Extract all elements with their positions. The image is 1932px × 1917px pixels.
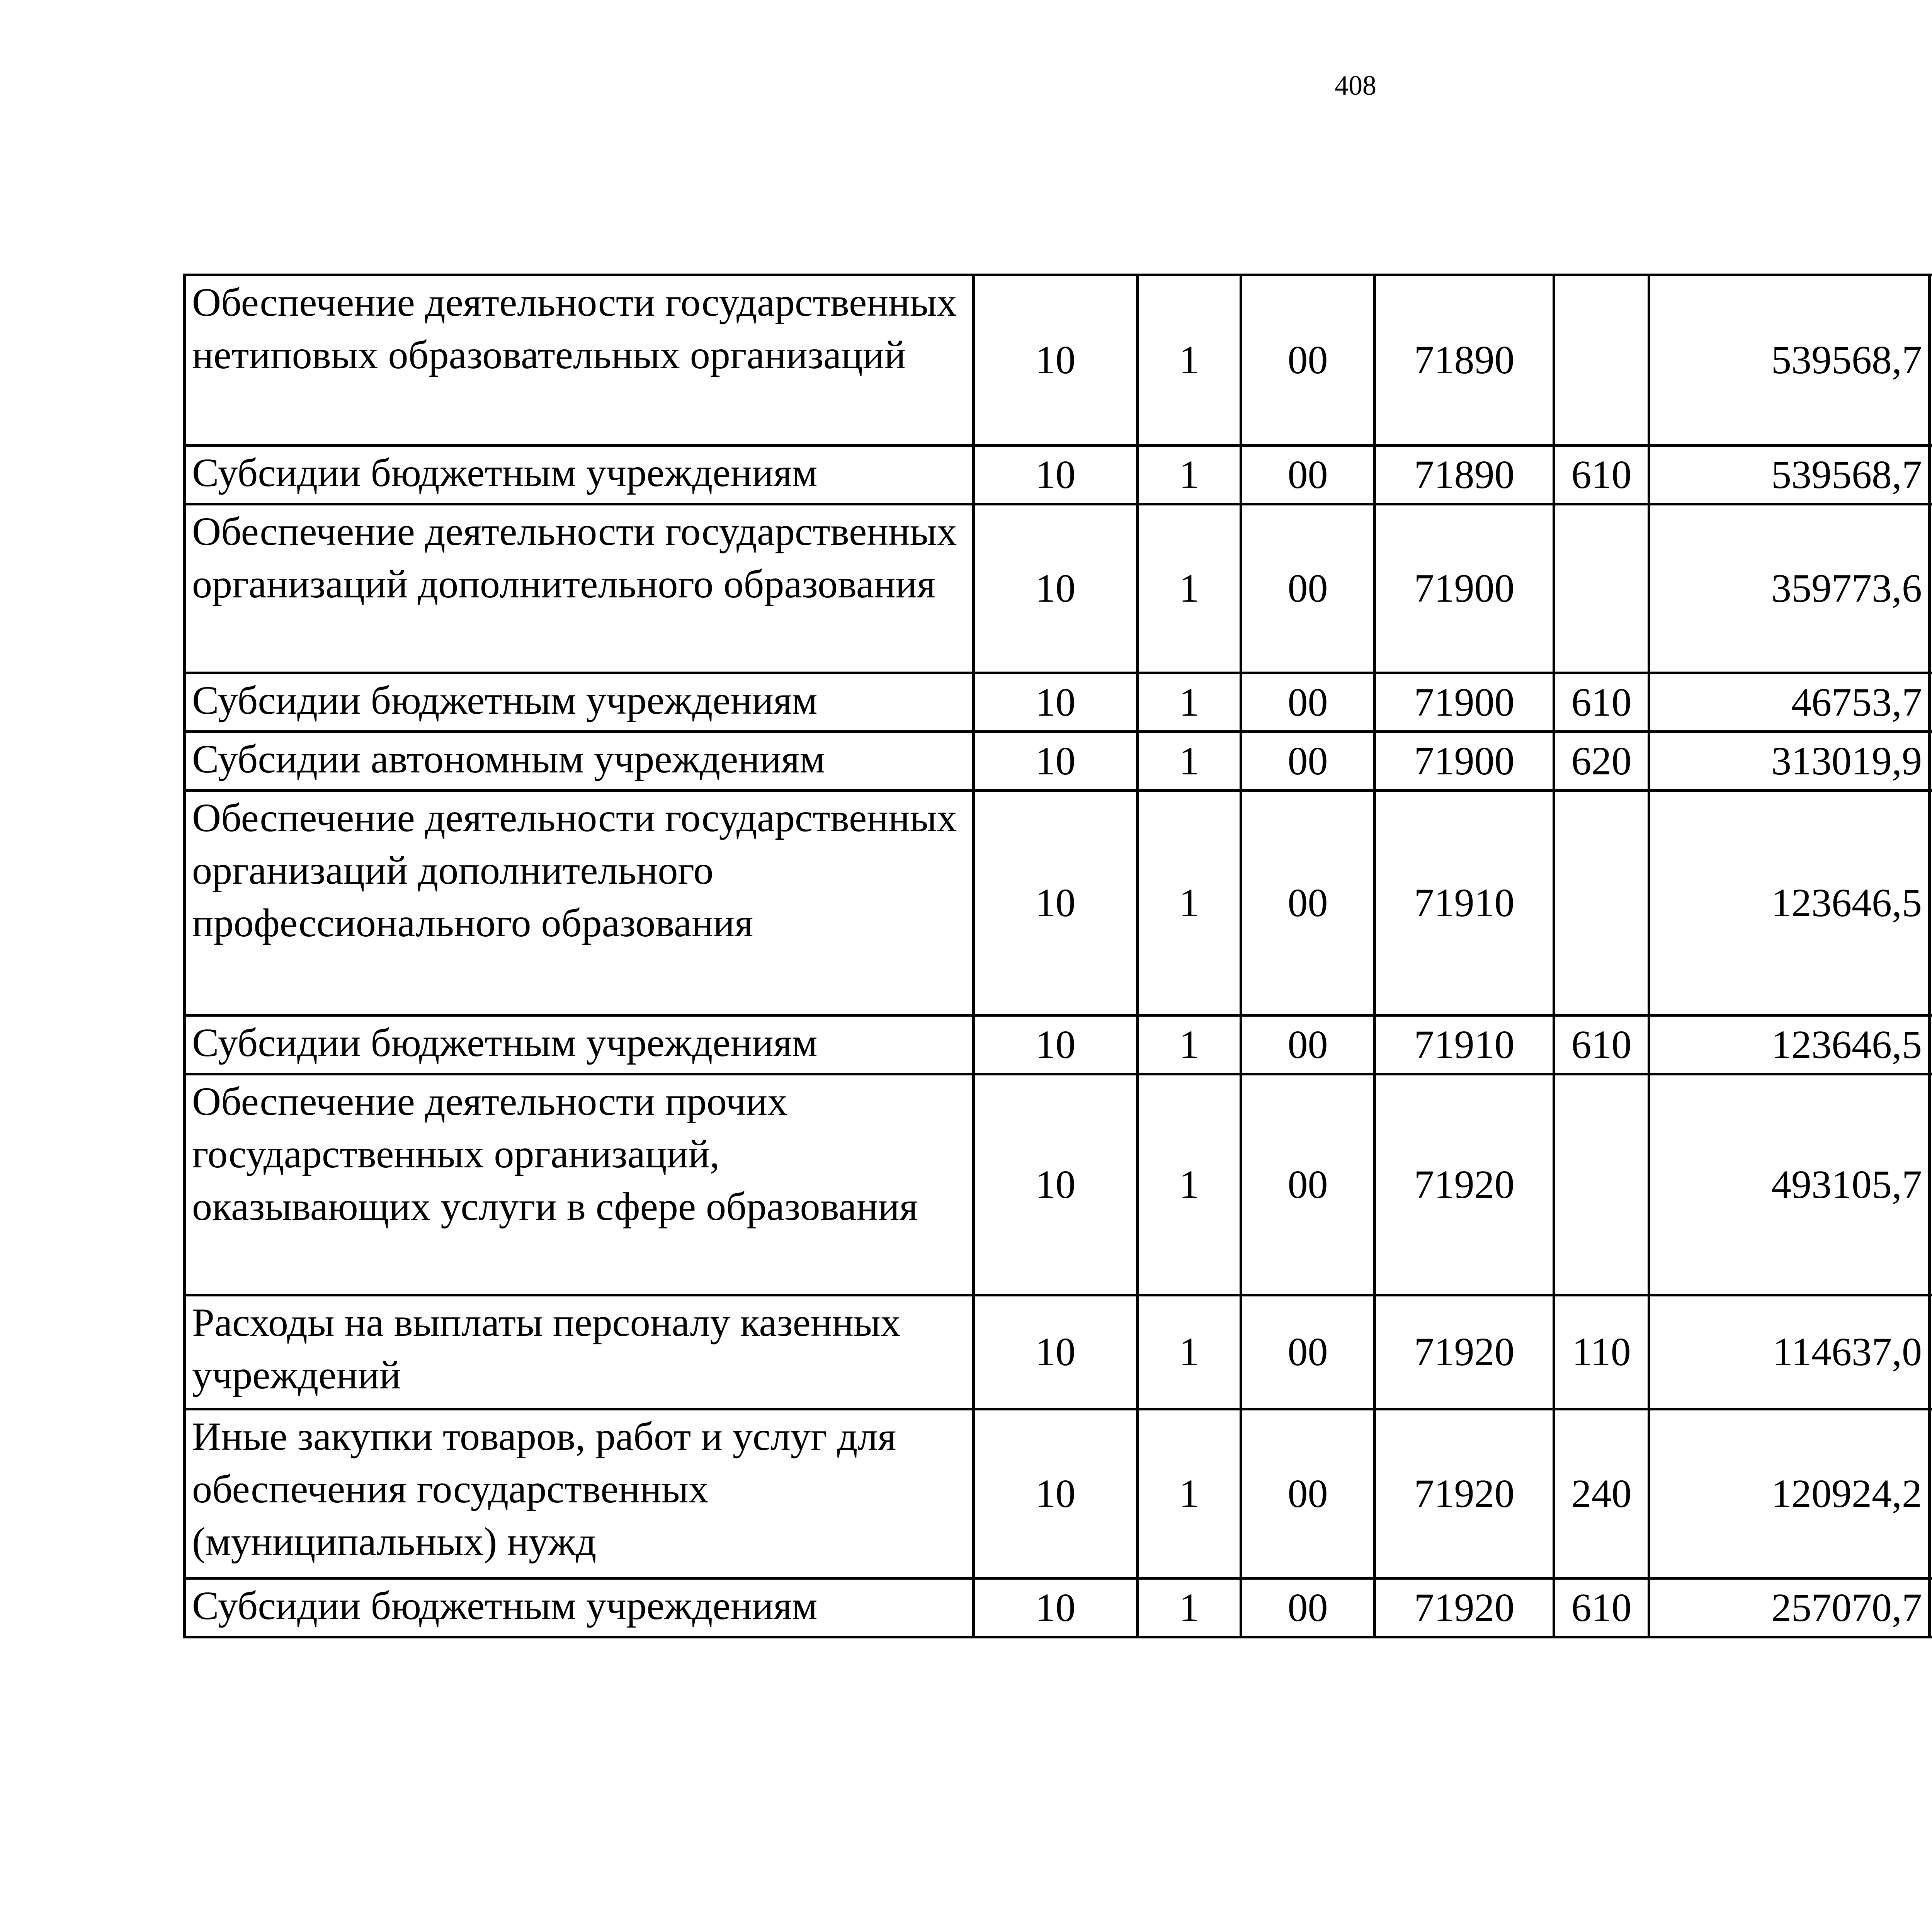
table-row xyxy=(185,1409,1932,1579)
section-code: 10 xyxy=(974,504,1138,673)
row-name: Субсидии бюджетным учреждениям xyxy=(185,673,974,732)
subsection-code: 1 xyxy=(1138,275,1241,446)
target-code: 71910 xyxy=(1375,1015,1554,1074)
program-code: 00 xyxy=(1241,1409,1375,1579)
program-code: 00 xyxy=(1241,504,1375,673)
program-code: 00 xyxy=(1241,791,1375,1015)
section-code: 10 xyxy=(974,275,1138,446)
amount-2 xyxy=(1930,791,1932,1015)
table-row xyxy=(185,1579,1932,1637)
section-code: 10 xyxy=(974,1409,1138,1579)
section-code: 10 xyxy=(974,791,1138,1015)
amount-2 xyxy=(1930,446,1932,504)
table-row xyxy=(185,504,1932,673)
amount-2 xyxy=(1930,1409,1932,1579)
table-row xyxy=(185,732,1932,791)
table-row xyxy=(185,1015,1932,1074)
subsection-code: 1 xyxy=(1138,1579,1241,1637)
section-code: 10 xyxy=(974,446,1138,504)
table-row xyxy=(185,1295,1932,1409)
amount-1: 46753,7 xyxy=(1649,673,1930,732)
expense-type-code xyxy=(1554,275,1649,446)
row-name: Иные закупки товаров, работ и услуг для обеспечения государственных (муниципальных) нужд xyxy=(185,1409,974,1579)
amount-1: 359773,6 xyxy=(1649,504,1930,673)
expense-type-code: 610 xyxy=(1554,673,1649,732)
section-code: 10 xyxy=(974,673,1138,732)
target-code: 71920 xyxy=(1375,1579,1554,1637)
amount-1: 313019,9 xyxy=(1649,732,1930,791)
amount-2 xyxy=(1930,1015,1932,1074)
row-name: Субсидии автономным учреждениям xyxy=(185,732,974,791)
amount-1: 123646,5 xyxy=(1649,1015,1930,1074)
expense-type-code xyxy=(1554,791,1649,1015)
target-code: 71920 xyxy=(1375,1295,1554,1409)
subsection-code: 1 xyxy=(1138,1015,1241,1074)
subsection-code: 1 xyxy=(1138,732,1241,791)
program-code: 00 xyxy=(1241,1074,1375,1295)
amount-2 xyxy=(1930,732,1932,791)
target-code: 71900 xyxy=(1375,732,1554,791)
program-code: 00 xyxy=(1241,1015,1375,1074)
subsection-code: 1 xyxy=(1138,504,1241,673)
amount-1: 120924,2 xyxy=(1649,1409,1930,1579)
amount-2 xyxy=(1930,1295,1932,1409)
target-code: 71900 xyxy=(1375,504,1554,673)
program-code: 00 xyxy=(1241,673,1375,732)
row-name: Субсидии бюджетным учреждениям xyxy=(185,1579,974,1637)
amount-1: 123646,5 xyxy=(1649,791,1930,1015)
table-row xyxy=(185,673,1932,732)
row-name: Обеспечение деятельности государственных нетиповых образовательных организаций xyxy=(185,275,974,446)
row-name: Расходы на выплаты персоналу казенных учреждений xyxy=(185,1295,974,1409)
section-code: 10 xyxy=(974,1579,1138,1637)
expense-type-code: 620 xyxy=(1554,732,1649,791)
section-code: 10 xyxy=(974,1074,1138,1295)
expense-type-code: 610 xyxy=(1554,1579,1649,1637)
target-code: 71900 xyxy=(1375,673,1554,732)
target-code: 71920 xyxy=(1375,1409,1554,1579)
amount-1: 114637,0 xyxy=(1649,1295,1930,1409)
amount-2 xyxy=(1930,504,1932,673)
row-name: Субсидии бюджетным учреждениям xyxy=(185,1015,974,1074)
amount-2 xyxy=(1930,1074,1932,1295)
subsection-code: 1 xyxy=(1138,1295,1241,1409)
target-code: 71890 xyxy=(1375,446,1554,504)
amount-1: 493105,7 xyxy=(1649,1074,1930,1295)
table-row xyxy=(185,1074,1932,1295)
table-row xyxy=(185,275,1932,446)
program-code: 00 xyxy=(1241,446,1375,504)
target-code: 71910 xyxy=(1375,791,1554,1015)
amount-2 xyxy=(1930,275,1932,446)
section-code: 10 xyxy=(974,1295,1138,1409)
budget-table xyxy=(183,274,1932,1638)
row-name: Субсидии бюджетным учреждениям xyxy=(185,446,974,504)
row-name: Обеспечение деятельности государственных организаций дополнительного образования xyxy=(185,504,974,673)
subsection-code: 1 xyxy=(1138,446,1241,504)
expense-type-code: 610 xyxy=(1554,1015,1649,1074)
expense-type-code: 610 xyxy=(1554,446,1649,504)
program-code: 00 xyxy=(1241,732,1375,791)
amount-1: 539568,7 xyxy=(1649,275,1930,446)
amount-2 xyxy=(1930,673,1932,732)
program-code: 00 xyxy=(1241,1295,1375,1409)
subsection-code: 1 xyxy=(1138,791,1241,1015)
subsection-code: 1 xyxy=(1138,673,1241,732)
section-code: 10 xyxy=(974,732,1138,791)
amount-2 xyxy=(1930,1579,1932,1637)
expense-type-code xyxy=(1554,504,1649,673)
subsection-code: 1 xyxy=(1138,1074,1241,1295)
subsection-code: 1 xyxy=(1138,1409,1241,1579)
target-code: 71890 xyxy=(1375,275,1554,446)
table-row xyxy=(185,446,1932,504)
expense-type-code: 110 xyxy=(1554,1295,1649,1409)
section-code: 10 xyxy=(974,1015,1138,1074)
row-name: Обеспечение деятельности государственных организаций дополнительного профессионального образования xyxy=(185,791,974,1015)
page-number: 408 xyxy=(1335,70,1376,101)
program-code: 00 xyxy=(1241,1579,1375,1637)
amount-1: 539568,7 xyxy=(1649,446,1930,504)
row-name: Обеспечение деятельности прочих государственных организаций, оказывающих услуги в сфере образования xyxy=(185,1074,974,1295)
program-code: 00 xyxy=(1241,275,1375,446)
amount-1: 257070,7 xyxy=(1649,1579,1930,1637)
table-row xyxy=(185,791,1932,1015)
target-code: 71920 xyxy=(1375,1074,1554,1295)
expense-type-code: 240 xyxy=(1554,1409,1649,1579)
expense-type-code xyxy=(1554,1074,1649,1295)
